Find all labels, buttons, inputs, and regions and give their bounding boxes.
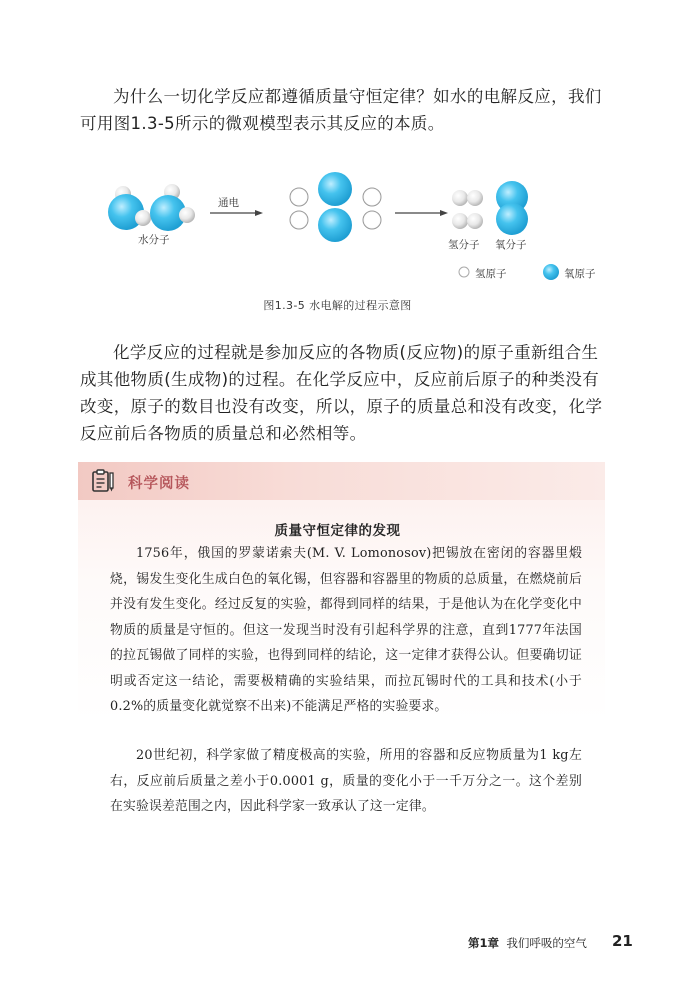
chapter-number: 第1章 <box>468 936 500 950</box>
page-number: 21 <box>612 932 633 950</box>
hydrogen-molecule-2 <box>452 213 483 229</box>
explanation-paragraph: 化学反应的过程就是参加反应的各物质(反应物)的原子重新组合生成其他物质(生成物)的过程。在化学反应中，反应前后原子的种类没有改变，原子的数目也没有改变，所以，原子的质量总和没有改变，化学反应前后各物质的质量总和必然相等。 <box>80 343 603 443</box>
intro-paragraph: 为什么一切化学反应都遵循质量守恒定律？如水的电解反应，我们可用图1.3-5所示的微观模型表示其反应的本质。 <box>80 87 602 133</box>
water-molecule-label: 水分子 <box>138 234 170 246</box>
oxygen-molecule <box>496 181 528 235</box>
oxygen-atom <box>318 208 352 242</box>
reaction-condition-label: 通电 <box>218 197 239 209</box>
legend-oxygen-label: 氧原子 <box>564 268 596 280</box>
reading-paragraph-1: 1756年，俄国的罗蒙诺索夫(M. V. Lomonosov)把锡放在密闭的容器里煅烧，锡发生变化生成白色的氧化锡，但容器和容器里的物质的总质量，在燃烧前后并没有发生变化。经过反复的实验，都得到同样的结果，于是他认为在化学变化中物质的质量是守恒的。但这一发现当时没有引起科学界的注意，直到1777年法国的拉瓦锡做了同样的实验，也得到同样的结论，这一定律才获得公认。但要确切证明或否定这一结论，需要极精确的实验结果，而拉瓦锡时代的工具和技术(小于0.2%的质量变化就觉察不出来)不能满足严格的实验要求。 <box>110 546 582 714</box>
clipboard-pencil-icon <box>90 468 116 494</box>
hydrogen-atom <box>363 188 381 206</box>
oxygen-atom <box>318 172 352 206</box>
hydrogen-molecule-1 <box>452 190 483 206</box>
water-molecule-1 <box>108 186 151 230</box>
hydrogen-atom <box>363 211 381 229</box>
chapter-title: 我们呼吸的空气 <box>506 936 587 950</box>
reading-paragraph-2: 20世纪初，科学家做了精度极高的实验，所用的容器和反应物质量为1 kg左右，反应前后质量之差小于0.0001 g，质量的变化小于一千万分之一。这个差别在实验误差范围之内，因此科学家一致承认了这一定律。 <box>110 748 582 814</box>
hydrogen-atom <box>179 207 195 223</box>
figure-caption: 图1.3-5 水电解的过程示意图 <box>263 299 412 312</box>
science-reading-header: 科学阅读 <box>128 476 190 492</box>
hydrogen-atom <box>135 210 151 226</box>
oxygen-molecule-label: 氧分子 <box>495 239 527 251</box>
electrolysis-figure <box>80 165 606 315</box>
legend-oxygen-swatch <box>543 264 559 280</box>
legend-hydrogen-swatch <box>459 267 469 277</box>
hydrogen-atom <box>290 211 308 229</box>
reading-title: 质量守恒定律的发现 <box>274 523 401 539</box>
electrolysis-diagram <box>80 165 606 295</box>
footer-chapter <box>468 935 587 951</box>
legend-hydrogen-label: 氢原子 <box>475 268 507 280</box>
hydrogen-atom <box>290 188 308 206</box>
water-molecule-2 <box>150 184 195 231</box>
hydrogen-molecule-label: 氢分子 <box>448 239 480 251</box>
